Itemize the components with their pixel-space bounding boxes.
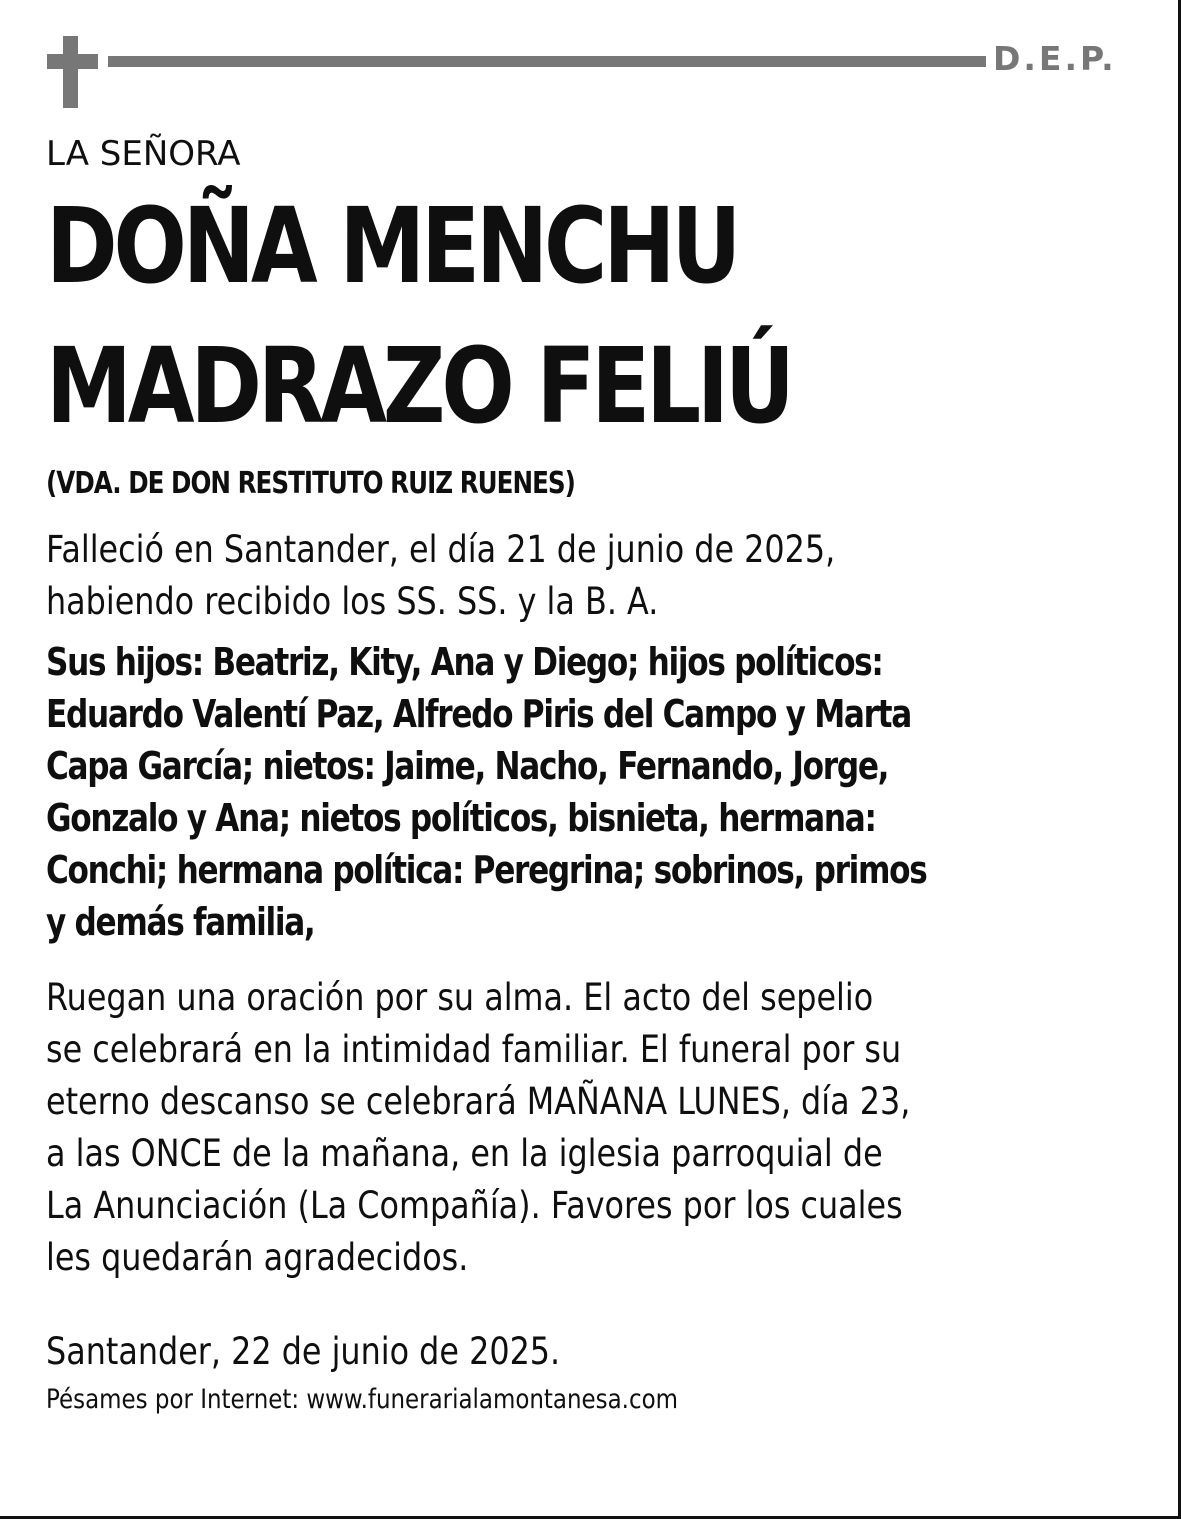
cross-icon-vertical	[63, 36, 78, 108]
death-line: Falleció en Santander, el día 21 de junio de 2025,	[46, 528, 836, 571]
family-paragraph	[46, 636, 927, 948]
funeral-paragraph	[46, 972, 910, 1284]
family-line: y demás familia,	[46, 900, 315, 944]
family-line: Gonzalo y Ana; nietos políticos, bisnieta, hermana:	[46, 796, 876, 840]
death-paragraph	[46, 524, 835, 628]
funeral-line: les quedarán agradecidos.	[46, 1236, 469, 1279]
widow-of: (VDA. DE DON RESTITUTO RUIZ RUENES)	[46, 466, 575, 501]
funeral-line: se celebrará en la intimidad familiar. El funeral por su	[46, 1028, 902, 1071]
funeral-line: Ruegan una oración por su alma. El acto del sepelio	[46, 976, 874, 1019]
funeral-line: La Anunciación (La Compañía). Favores por los cuales	[46, 1184, 903, 1227]
family-line: Conchi; hermana política: Peregrina; sobrinos, primos	[46, 848, 927, 892]
cross-icon-horizontal	[47, 54, 98, 69]
family-line: Capa García; nietos: Jaime, Nacho, Fernando, Jorge,	[46, 744, 889, 788]
place-date: Santander, 22 de junio de 2025.	[46, 1330, 561, 1373]
funeral-line: eterno descanso se celebrará MAÑANA LUNES, día 23,	[46, 1080, 911, 1123]
death-line: habiendo recibido los SS. SS. y la B. A.	[46, 580, 659, 623]
family-line: Sus hijos: Beatriz, Kity, Ana y Diego; hijos políticos:	[46, 640, 883, 684]
condolences-website: Pésames por Internet: www.funerarialamontanesa.com	[46, 1384, 678, 1415]
notice-title: LA SEÑORA	[46, 134, 241, 174]
header-rule	[108, 56, 986, 67]
dep-label: D.E.P.	[993, 39, 1117, 78]
deceased-name-line-1: DOÑA MENCHU	[46, 185, 738, 307]
deceased-name-line-2: MADRAZO FELIÚ	[46, 325, 791, 447]
family-line: Eduardo Valentí Paz, Alfredo Piris del Campo y Marta	[46, 692, 911, 736]
funeral-line: a las ONCE de la mañana, en la iglesia parroquial de	[46, 1132, 883, 1175]
